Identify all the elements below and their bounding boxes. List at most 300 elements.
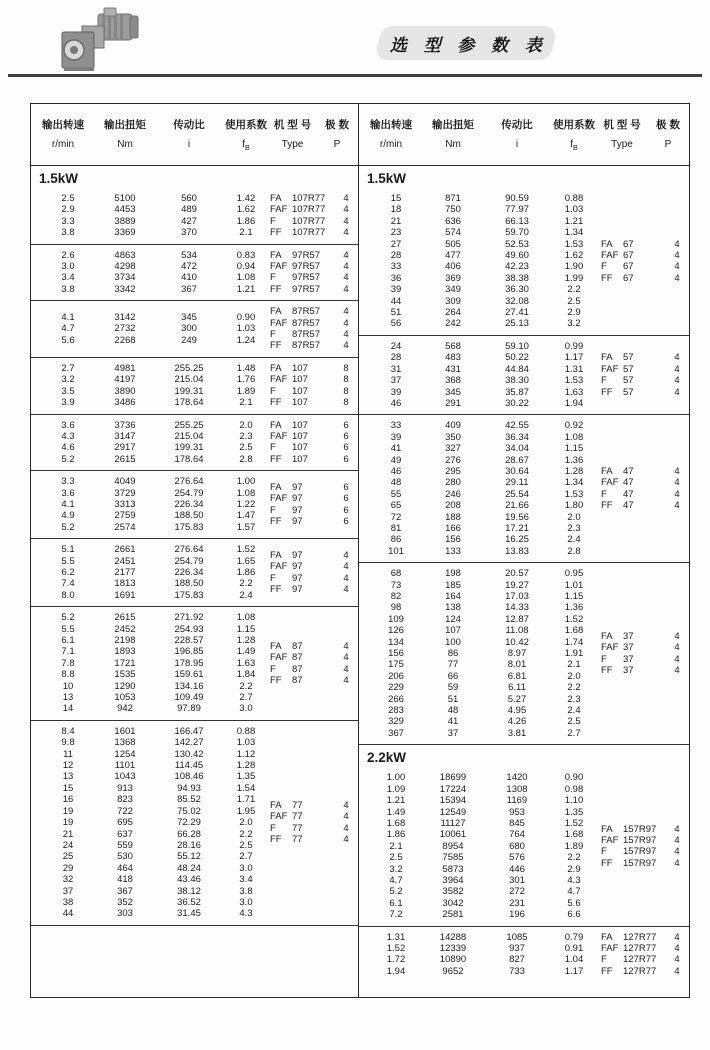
torque-cell: 2581: [442, 909, 464, 921]
speed-cell: 18: [390, 204, 402, 216]
model-mount-prefix: F: [270, 272, 276, 284]
model-entry: [270, 482, 356, 493]
table-row: [359, 341, 601, 352]
ratio-cell: 5.27: [507, 693, 527, 705]
torque-cell: 418: [117, 874, 133, 886]
speed-cell: 4.3: [61, 430, 75, 442]
model-size: 97: [292, 493, 303, 505]
torque-cell: 530: [117, 851, 133, 863]
factor-cell: 1.68: [564, 625, 584, 637]
data-rows: [359, 932, 601, 978]
model-size: 97R57: [292, 283, 320, 295]
model-size: 37: [623, 630, 634, 642]
ratio-cell: 576: [509, 852, 525, 864]
selection-parameter-tables: [30, 103, 690, 998]
speed-cell: 4.9: [61, 510, 75, 522]
pole-count: 4: [674, 238, 680, 250]
model-entry: [270, 272, 356, 283]
model-mount-prefix: FA: [270, 306, 282, 318]
torque-cell: 871: [445, 193, 461, 204]
ratio-cell: 1169: [506, 795, 528, 807]
factor-cell: 1.95: [236, 805, 256, 817]
model-list: [601, 824, 689, 870]
factor-cell: 2.8: [567, 545, 581, 557]
ratio-cell: 77.97: [505, 204, 529, 216]
model-entry: [601, 631, 687, 642]
table-row: [31, 829, 270, 840]
speed-cell: 38: [62, 896, 74, 908]
torque-cell: 636: [445, 215, 461, 227]
model-mount-prefix: FAF: [601, 363, 619, 375]
table-row: [359, 716, 601, 727]
model-entry: [270, 516, 356, 527]
ratio-cell: 3.81: [507, 727, 527, 739]
torque-cell: 2615: [114, 453, 136, 465]
data-rows: [31, 312, 270, 346]
torque-cell: 722: [117, 805, 133, 817]
page-title-badge: [373, 26, 558, 60]
torque-cell: 1053: [114, 692, 136, 704]
data-rows: [31, 544, 270, 601]
speed-cell: 5.2: [389, 886, 403, 898]
factor-cell: 1.04: [564, 954, 584, 966]
factor-cell: 0.98: [564, 783, 584, 795]
table-row: [31, 556, 270, 567]
table-row: [31, 851, 270, 862]
header-row-chinese: [359, 117, 689, 132]
factor-cell: 1.86: [236, 215, 256, 227]
model-size: 47: [623, 488, 634, 500]
model-entry: [601, 477, 687, 488]
model-mount-prefix: F: [270, 442, 276, 454]
speed-cell: 8.8: [61, 669, 75, 681]
ratio-cell: 215.04: [174, 374, 204, 386]
pole-count: 4: [674, 965, 680, 977]
table-row: [359, 966, 601, 977]
ratio-cell: 38.12: [177, 885, 201, 897]
ratio-cell: 16.25: [505, 534, 529, 546]
factor-cell: 2.4: [567, 534, 581, 546]
model-entry: [270, 493, 356, 504]
model-entry: [270, 431, 356, 442]
model-entry: [601, 250, 687, 261]
header-row-units: [31, 139, 358, 152]
table-row: [31, 646, 270, 657]
ratio-cell: 28.16: [177, 839, 201, 851]
speed-cell: 1.72: [386, 954, 406, 966]
speed-cell: 37: [62, 885, 74, 897]
torque-cell: 18699: [439, 772, 467, 784]
ratio-cell: 19.27: [505, 579, 529, 591]
torque-cell: 367: [117, 885, 133, 897]
model-entry: [601, 352, 687, 363]
model-mount-prefix: FF: [601, 386, 613, 398]
table-row: [31, 544, 270, 555]
model-mount-prefix: FF: [601, 272, 613, 284]
factor-cell: 2.2: [567, 682, 581, 694]
factor-cell: 1.42: [236, 193, 256, 204]
model-entry: [270, 261, 356, 272]
factor-cell: 3.0: [239, 703, 253, 715]
model-entry: [270, 675, 356, 686]
header-output-torque: 输出扭矩: [104, 119, 146, 131]
table-row: [31, 488, 270, 499]
table-row: [359, 932, 601, 943]
model-entry: [270, 284, 356, 295]
model-mount-prefix: FA: [270, 362, 282, 374]
table-row: [359, 307, 601, 318]
model-mount-prefix: F: [270, 504, 276, 516]
speed-cell: 3.9: [61, 397, 75, 409]
table-header-right: [359, 104, 689, 166]
speed-cell: 3.4: [61, 272, 75, 284]
pole-count: 4: [343, 584, 349, 596]
speed-cell: 134: [388, 636, 404, 648]
ratio-cell: 17.03: [505, 591, 529, 602]
header-ratio: 传动比: [501, 119, 533, 131]
model-entry: [601, 239, 687, 250]
factor-cell: 2.2: [239, 578, 253, 590]
model-list: [601, 352, 689, 398]
model-mount-prefix: FAF: [270, 374, 288, 386]
torque-cell: 559: [117, 839, 133, 851]
speed-cell: 2.9: [61, 204, 75, 216]
model-size: 37: [623, 653, 634, 665]
ratio-cell: 12.87: [505, 613, 529, 625]
factor-cell: 1.03: [564, 204, 584, 216]
table-row: [359, 818, 601, 829]
ratio-cell: 249: [181, 334, 197, 346]
model-entry: [601, 489, 687, 500]
data-rows: [359, 420, 601, 557]
model-entry: [270, 227, 356, 238]
factor-cell: 2.4: [567, 705, 581, 717]
factor-cell: 0.99: [564, 340, 584, 352]
unit-fb: $f_B$: [242, 139, 250, 152]
ratio-cell: 175.83: [174, 589, 204, 601]
pole-count: 6: [343, 516, 349, 528]
ratio-cell: 4.26: [507, 716, 527, 728]
table-row: [359, 637, 601, 648]
pole-count: 4: [674, 846, 680, 858]
model-list: [601, 932, 689, 978]
model-mount-prefix: FAF: [601, 835, 619, 847]
table-row: [359, 239, 601, 250]
speed-cell: 13: [62, 692, 74, 704]
speed-cell: 24: [390, 340, 402, 352]
factor-cell: 1.99: [564, 272, 584, 284]
ratio-cell: 25.13: [505, 318, 529, 330]
model-entry: [601, 932, 687, 943]
table-row: [359, 546, 601, 557]
model-size: 87: [292, 640, 303, 652]
speed-cell: 3.3: [61, 476, 75, 488]
model-mount-prefix: FF: [270, 283, 282, 295]
factor-cell: 0.92: [564, 420, 584, 432]
data-rows: [31, 250, 270, 296]
torque-cell: 59: [447, 682, 459, 694]
table-row: [31, 658, 270, 669]
header-row-units: [359, 139, 689, 152]
model-entry: [601, 966, 687, 977]
torque-cell: 2759: [114, 510, 136, 522]
factor-cell: 1.89: [564, 840, 584, 852]
model-entry: [270, 811, 356, 822]
factor-cell: 1.28: [564, 465, 584, 477]
speed-cell: 72: [390, 511, 402, 523]
ratio-cell: 446: [509, 863, 525, 875]
table-row: [359, 602, 601, 613]
pole-count: 4: [343, 193, 349, 204]
speed-cell: 21: [390, 215, 402, 227]
model-size: 97R57: [292, 249, 320, 261]
speed-cell: 11: [63, 748, 73, 760]
table-row: [359, 580, 601, 591]
table-row: [359, 841, 601, 852]
torque-cell: 431: [445, 363, 461, 375]
table-row: [359, 398, 601, 409]
factor-cell: 1.68: [564, 829, 584, 841]
model-size: 157R97: [623, 846, 657, 858]
torque-cell: 2732: [114, 323, 136, 335]
model-entry: [270, 193, 356, 204]
speed-cell: 6.1: [61, 635, 75, 646]
torque-cell: 51: [447, 693, 459, 705]
torque-cell: 2574: [114, 521, 136, 533]
torque-cell: 3964: [442, 874, 464, 886]
torque-cell: 7585: [442, 852, 464, 864]
speed-cell: 4.7: [389, 874, 403, 886]
torque-cell: 4863: [114, 249, 136, 261]
pole-count: 4: [343, 306, 349, 318]
model-entry: [601, 835, 687, 846]
ratio-cell: 30.22: [505, 397, 529, 409]
ratio-cell: 72.29: [177, 817, 201, 829]
data-rows: [31, 363, 270, 409]
torque-cell: 14288: [439, 931, 467, 943]
table-row: [359, 705, 601, 716]
header-output-speed: 输出转速: [370, 119, 412, 131]
table-row: [359, 477, 601, 488]
model-mount-prefix: FA: [601, 630, 613, 642]
torque-cell: 246: [445, 488, 461, 500]
table-row: [31, 669, 270, 680]
table-row: [31, 783, 270, 794]
table-row: [359, 512, 601, 523]
table-row: [31, 612, 270, 623]
factor-cell: 1.35: [236, 771, 256, 783]
ratio-cell: 38.30: [505, 375, 529, 387]
torque-cell: 3142: [114, 311, 136, 323]
factor-cell: 0.83: [236, 249, 256, 261]
model-size: 107: [292, 397, 308, 409]
speed-cell: 44: [390, 295, 402, 307]
factor-cell: 2.0: [567, 670, 581, 682]
pole-count: 4: [674, 386, 680, 398]
speed-cell: 206: [388, 670, 404, 682]
table-row: [31, 499, 270, 510]
table-row: [31, 806, 270, 817]
speed-cell: 3.8: [61, 227, 75, 239]
speed-cell: 283: [388, 705, 404, 717]
model-size: 37: [623, 642, 634, 654]
ratio-cell: 226.34: [174, 498, 204, 510]
factor-cell: 1.94: [564, 397, 584, 409]
torque-cell: 695: [117, 817, 133, 829]
table-row: [31, 578, 270, 589]
model-size: 107: [292, 430, 308, 442]
speed-cell: 33: [390, 261, 402, 273]
speed-cell: 1.86: [386, 829, 406, 841]
ratio-cell: 937: [509, 942, 525, 954]
ratio-cell: 29.11: [505, 477, 529, 489]
ratio-cell: 560: [181, 193, 197, 204]
speed-cell: 28: [390, 352, 402, 364]
model-mount-prefix: FAF: [270, 317, 288, 329]
pole-count: 4: [343, 799, 349, 811]
model-list: [270, 363, 358, 409]
pole-count: 6: [343, 442, 349, 454]
factor-cell: 2.5: [567, 295, 581, 307]
ratio-cell: 166.47: [174, 725, 204, 737]
torque-cell: 66: [447, 670, 459, 682]
table-row: [31, 323, 270, 334]
model-list: [270, 482, 358, 528]
pole-count: 4: [674, 857, 680, 869]
table-row: [359, 523, 601, 534]
torque-cell: 2198: [114, 635, 136, 646]
torque-cell: 10061: [439, 829, 467, 841]
pole-count: 4: [674, 477, 680, 489]
torque-cell: 188: [445, 511, 461, 523]
table-row: [359, 466, 601, 477]
speed-cell: 48: [390, 477, 402, 489]
table-row: [359, 296, 601, 307]
unit-p: P: [664, 139, 672, 150]
model-entry: [270, 834, 356, 845]
ratio-cell: 196: [509, 909, 525, 921]
pole-count: 4: [343, 663, 349, 675]
table-row: [359, 352, 601, 363]
torque-cell: 11127: [440, 817, 466, 829]
torque-cell: 349: [445, 284, 461, 296]
speed-cell: 28: [390, 250, 402, 262]
factor-cell: 1.80: [564, 500, 584, 512]
model-mount-prefix: FAF: [601, 477, 619, 489]
model-size: 87: [292, 674, 303, 686]
speed-cell: 51: [390, 307, 402, 319]
pole-count: 4: [674, 630, 680, 642]
ratio-cell: 215.04: [174, 430, 204, 442]
ratio-cell: 300: [181, 323, 197, 335]
pole-count: 6: [343, 453, 349, 465]
ratio-cell: 178.95: [174, 657, 204, 669]
ratio-cell: 1085: [506, 931, 528, 943]
speed-cell: 7.1: [61, 646, 75, 658]
speed-cell: 1.94: [386, 965, 406, 977]
ratio-cell: 226.34: [174, 566, 204, 578]
model-entry: [601, 846, 687, 857]
ratio-cell: 276.64: [174, 476, 204, 488]
model-size: 107: [292, 419, 308, 431]
torque-cell: 1691: [114, 589, 136, 601]
torque-cell: 913: [117, 782, 133, 794]
torque-cell: 3042: [442, 897, 464, 909]
pole-count: 4: [343, 572, 349, 584]
table-row: [31, 590, 270, 601]
torque-cell: 2177: [114, 566, 136, 578]
model-entry: [270, 550, 356, 561]
ratio-cell: 175.83: [174, 521, 204, 533]
ratio-cell: 301: [509, 874, 525, 886]
pole-count: 4: [674, 250, 680, 262]
torque-cell: 2917: [114, 442, 136, 454]
torque-cell: 138: [445, 602, 461, 614]
unit-type: Type: [611, 139, 633, 150]
model-size: 97R57: [292, 272, 320, 284]
torque-cell: 291: [445, 397, 461, 409]
table-row: [359, 568, 601, 579]
torque-cell: 568: [445, 340, 461, 352]
model-mount-prefix: F: [270, 329, 276, 341]
torque-cell: 3729: [114, 487, 136, 499]
ratio-group: [31, 471, 358, 539]
torque-cell: 1101: [114, 760, 136, 772]
torque-cell: 409: [445, 420, 461, 432]
factor-cell: 1.31: [564, 363, 584, 375]
header-service-factor: 使用系数: [225, 119, 267, 131]
torque-cell: 3342: [114, 283, 136, 295]
ratio-cell: 370: [181, 227, 197, 239]
torque-cell: 823: [117, 794, 133, 806]
model-size: 67: [623, 272, 634, 284]
torque-cell: 107: [445, 625, 461, 637]
torque-cell: 1535: [114, 669, 136, 681]
speed-cell: 5.2: [61, 521, 75, 533]
model-mount-prefix: FAF: [270, 652, 288, 664]
ratio-cell: 32.08: [505, 295, 529, 307]
pole-count: 8: [343, 397, 349, 409]
power-section-label: 2.2kW: [367, 750, 407, 766]
pole-count: 4: [674, 500, 680, 512]
ratio-group: [31, 415, 358, 472]
ratio-cell: 272: [509, 886, 525, 898]
speed-cell: 10: [62, 680, 74, 692]
table-row: [359, 954, 601, 965]
factor-cell: 1.62: [236, 204, 256, 216]
model-mount-prefix: FAF: [270, 561, 288, 573]
torque-cell: 4049: [114, 476, 136, 488]
model-size: 77: [292, 811, 303, 823]
table-row: [359, 193, 601, 204]
speed-cell: 41: [390, 443, 402, 455]
torque-cell: 48: [447, 705, 459, 717]
factor-cell: 2.2: [567, 284, 581, 296]
ratio-cell: 90.59: [505, 193, 529, 204]
torque-cell: 352: [117, 896, 133, 908]
ratio-cell: 59.70: [505, 227, 529, 239]
speed-cell: 1.49: [386, 806, 406, 818]
model-size: 47: [623, 500, 634, 512]
ratio-cell: 109.49: [174, 692, 204, 704]
model-mount-prefix: F: [601, 954, 607, 966]
model-size: 87R57: [292, 306, 320, 318]
speed-cell: 31: [390, 363, 402, 375]
table-row: [359, 682, 601, 693]
pole-count: 4: [674, 835, 680, 847]
factor-cell: 1.54: [236, 782, 256, 794]
ratio-cell: 13.83: [505, 545, 529, 557]
